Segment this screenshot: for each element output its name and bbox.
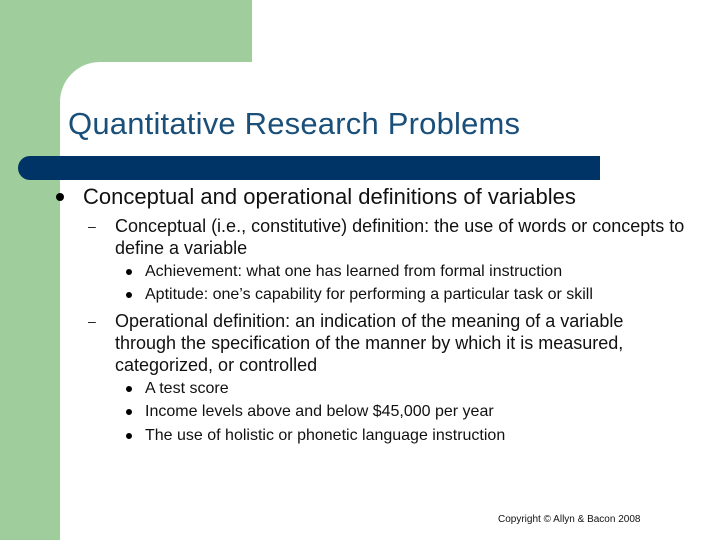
bullet-text: The use of holistic or phonetic language instruction	[145, 427, 506, 444]
slide-title: Quantitative Research Problems	[68, 106, 521, 141]
bullet-level-2-operational	[88, 310, 688, 376]
copyright-notice: Copyright © Allyn & Bacon 2008	[498, 514, 641, 525]
bullet-dot-icon	[126, 269, 132, 275]
bullet-text: Operational definition: an indication of the meaning of a variable through the specification of the manner by which it is measured, categorized, or controlled	[115, 311, 624, 375]
bullet-text: Income levels above and below $45,000 per year	[145, 403, 494, 420]
bullet-dot-icon	[126, 386, 132, 392]
bullet-level-2-conceptual	[88, 215, 688, 259]
bullet-text: Achievement: what one has learned from formal instruction	[145, 263, 563, 280]
bullet-text: A test score	[145, 380, 229, 397]
bullet-text: Conceptual and operational definitions of variables	[83, 184, 576, 209]
bullet-dot-icon	[126, 409, 132, 415]
bullet-dot-icon	[126, 433, 132, 439]
dash-marker-icon: –	[88, 313, 96, 329]
bullet-dot-icon	[126, 292, 132, 298]
dash-marker-icon: –	[88, 218, 96, 234]
bullet-dot-icon	[56, 193, 64, 201]
bullet-text: Aptitude: one’s capability for performing a particular task or skill	[145, 286, 593, 303]
bullet-text: Conceptual (i.e., constitutive) definition: the use of words or concepts to define a variable	[115, 216, 685, 258]
